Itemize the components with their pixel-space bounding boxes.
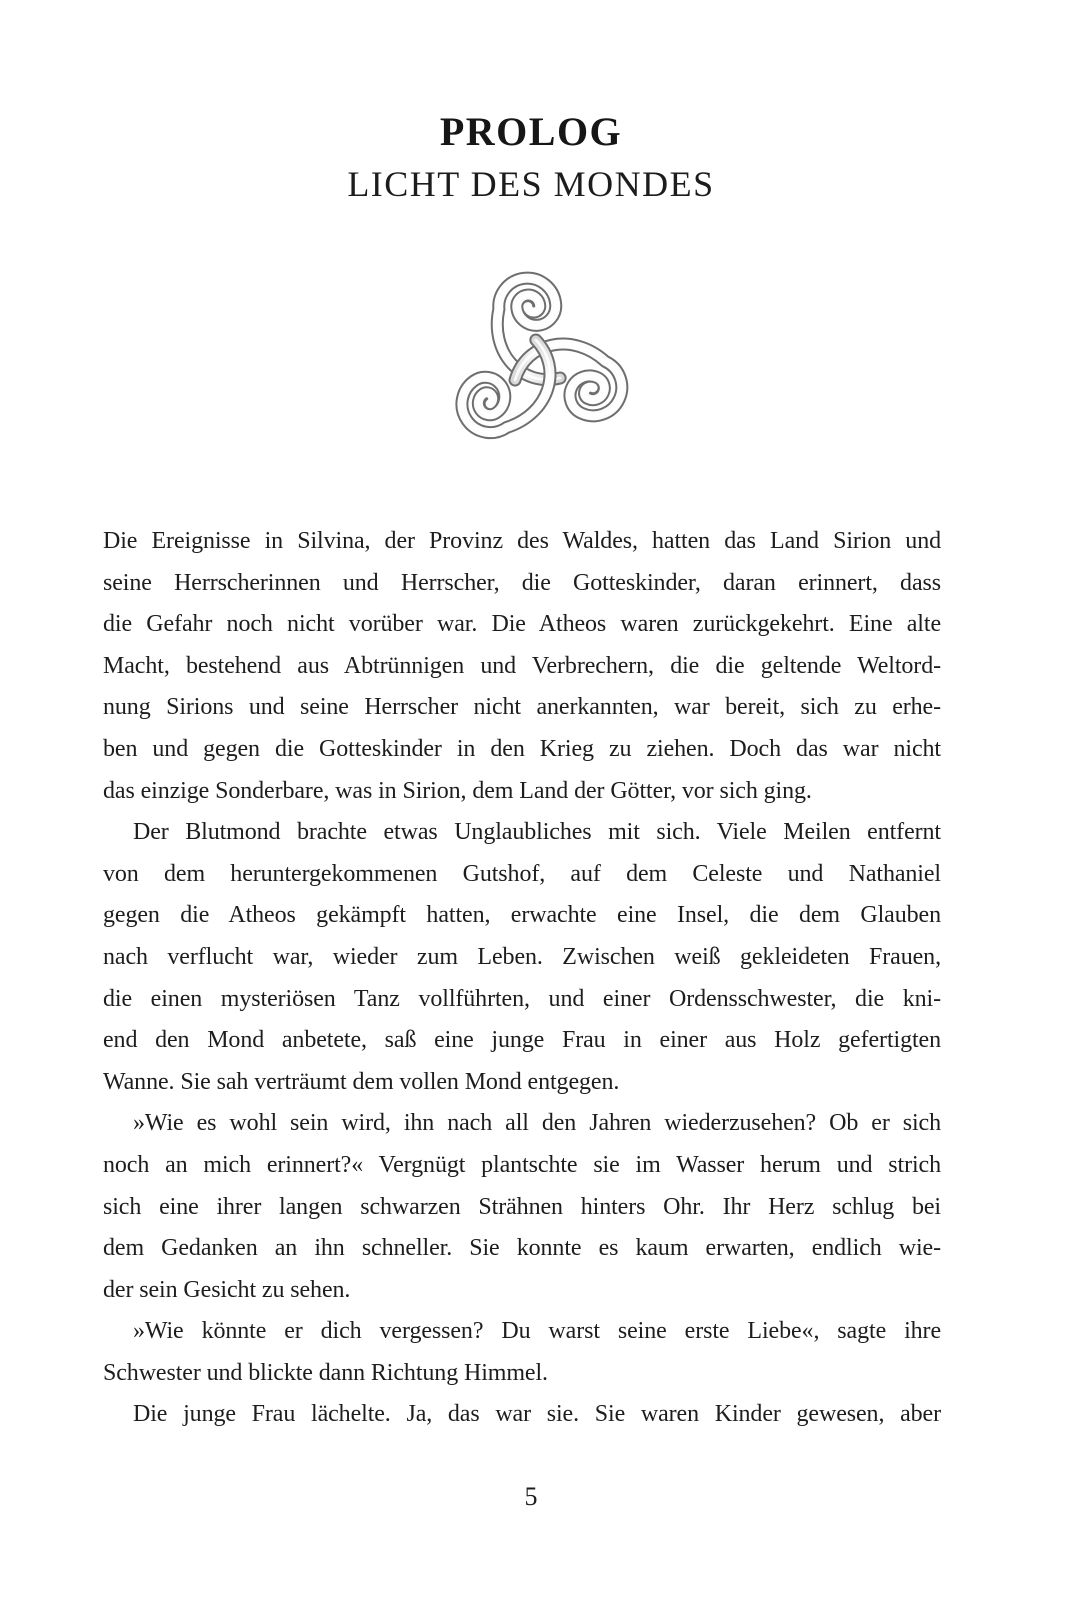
text-line: das einzige Sonderbare, was in Sirion, dem Land der Götter, vor sich ging. [103,777,812,804]
text-line: noch an mich erinnert?« Vergnügt plantschte sie im Wasser herum und strich [103,1151,941,1178]
text-line: Die junge Frau lächelte. Ja, das war sie. Sie waren Kinder gewesen, aber [133,1401,941,1428]
text-line: »Wie es wohl sein wird, ihn nach all den Jahren wiederzusehen? Ob er sich [133,1110,941,1137]
text-line: Die Ereignisse in Silvina, der Provinz des Waldes, hatten das Land Sirion und [103,528,941,554]
text-line: die Gefahr noch nicht vorüber war. Die Atheos waren zurückgekehrt. Eine alte [103,611,941,638]
chapter-title: PROLOG [439,109,623,154]
text-line: der sein Gesicht zu sehen. [103,1276,351,1303]
text-line: nach verflucht war, wieder zum Leben. Zwischen weiß gekleideten Frauen, [103,943,941,970]
text-line: end den Mond anbetete, saß eine junge Frau in einer aus Holz gefertigten [103,1027,941,1054]
triskelion-ornament-icon [438,260,638,450]
text-line: Wanne. Sie sah verträumt dem vollen Mond entgegen. [103,1068,620,1095]
text-line: Schwester und blickte dann Richtung Himmel. [103,1359,548,1386]
text-line: Der Blutmond brachte etwas Unglaubliches mit sich. Viele Meilen entfernt [133,819,941,846]
text-line: nung Sirions und seine Herrscher nicht anerkannten, war bereit, sich zu erhe- [103,694,941,721]
page-number: 5 [524,1482,538,1511]
text-line: sich eine ihrer langen schwarzen Strähnen hinters Ohr. Ihr Herz schlug bei [103,1193,941,1220]
chapter-subtitle: LICHT DES MONDES [347,164,715,204]
text-line: Macht, bestehend aus Abtrünnigen und Verbrechern, die die geltende Weltord- [103,652,941,679]
text-line: die einen mysteriösen Tanz vollführten, und einer Ordensschwester, die kni- [103,985,941,1012]
text-line: ben und gegen die Gotteskinder in den Krieg zu ziehen. Doch das war nicht [103,735,941,762]
text-line: dem Gedanken an ihn schneller. Sie konnte es kaum erwarten, endlich wie- [103,1235,941,1262]
text-line: von dem heruntergekommenen Gutshof, auf dem Celeste und Nathaniel [103,860,941,887]
text-line: »Wie könnte er dich vergessen? Du warst seine erste Liebe«, sagte ihre [133,1318,941,1345]
text-line: gegen die Atheos gekämpft hatten, erwachte eine Insel, die dem Glauben [103,902,941,929]
text-line: seine Herrscherinnen und Herrscher, die Gotteskinder, daran erinnert, dass [103,569,941,596]
body-text [103,521,941,1436]
